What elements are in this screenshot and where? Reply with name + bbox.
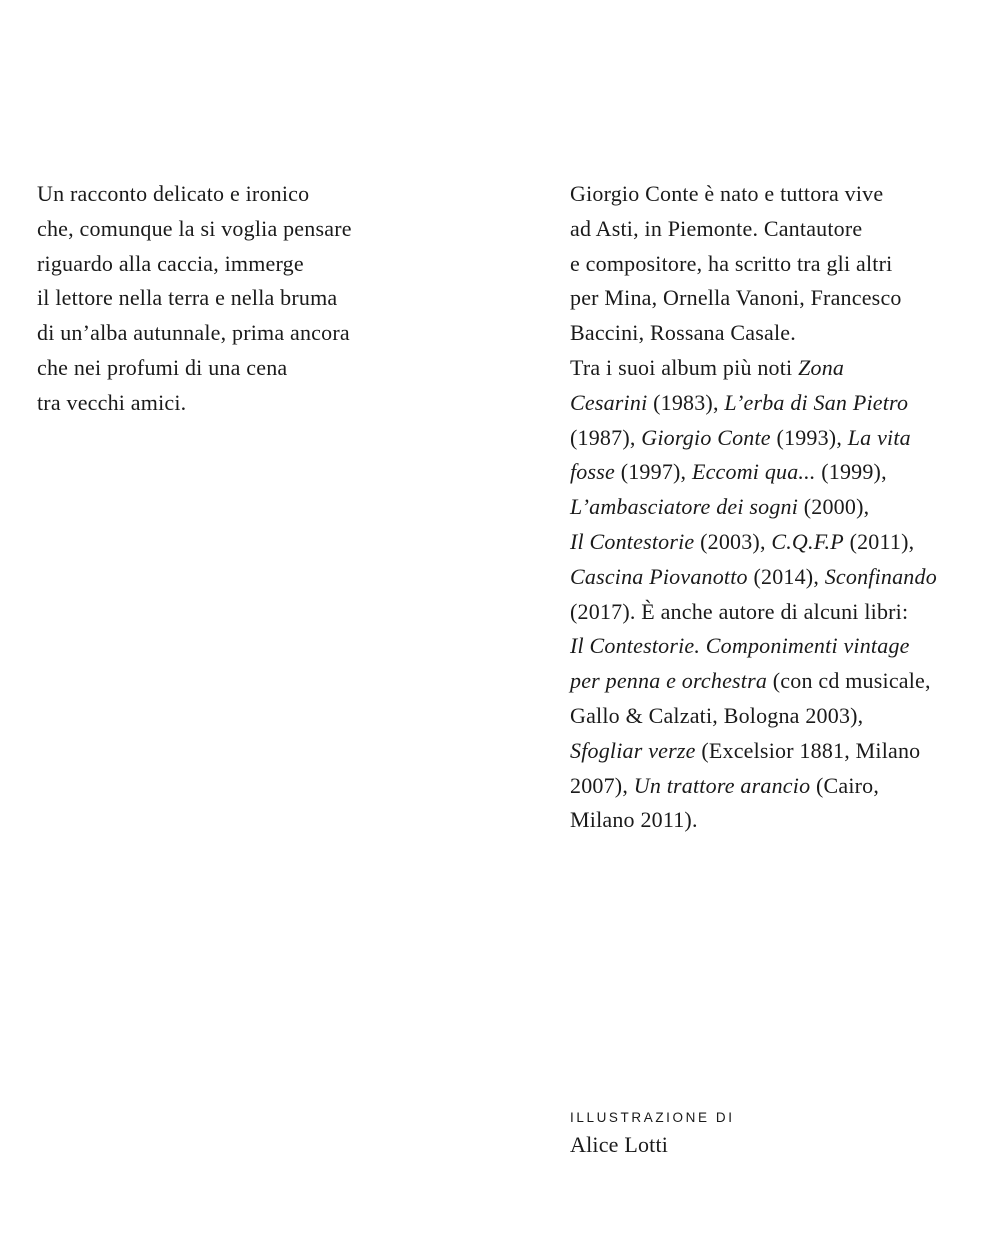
- bio-title-text: C.Q.F.P: [771, 528, 844, 554]
- blurb-line: che, comunque la si voglia pensare: [37, 215, 352, 241]
- bio-line: [570, 455, 990, 490]
- bio-line: [570, 803, 990, 838]
- bio-line: [570, 281, 990, 316]
- bio-title-text: Giorgio Conte: [641, 424, 771, 450]
- bio-line: [570, 351, 990, 386]
- bio-line: [570, 212, 990, 247]
- bio-line: [570, 490, 990, 525]
- illustrator-name: Alice Lotti: [570, 1132, 669, 1157]
- bio-text: e compositore, ha scritto tra gli altri: [570, 250, 893, 276]
- bio-line: [570, 525, 990, 560]
- illustration-credit: [570, 1108, 970, 1160]
- bio-line: [570, 769, 990, 804]
- blurb-line: riguardo alla caccia, immerge: [37, 250, 304, 276]
- bio-text: Gallo & Calzati, Bologna 2003),: [570, 702, 864, 728]
- bio-title-text: Cascina Piovanotto: [570, 563, 748, 589]
- bio-line: [570, 734, 990, 769]
- bio-text: Baccini, Rossana Casale.: [570, 320, 796, 346]
- bio-title-text: Il Contestorie: [570, 528, 695, 554]
- bio-text: (1983),: [647, 389, 725, 415]
- blurb-line: Un racconto delicato e ironico: [37, 181, 310, 206]
- bio-text: (1987),: [570, 424, 642, 450]
- bio-text: Giorgio Conte è nato e tuttora vive: [570, 181, 884, 206]
- bio-text: (Excelsior 1881, Milano: [695, 737, 921, 763]
- author-bio: [570, 177, 990, 838]
- credit-label: ILLUSTRAZIONE DI: [570, 1110, 735, 1125]
- bio-line: [570, 699, 990, 734]
- blurb-line: il lettore nella terra e nella bruma: [37, 285, 338, 311]
- bio-text: (Cairo,: [810, 772, 880, 798]
- bio-line: [570, 664, 990, 699]
- bio-text: (2011),: [843, 528, 915, 554]
- bio-line: [570, 386, 990, 421]
- bio-title-text: Zona: [798, 354, 845, 380]
- blurb-line: di un’alba autunnale, prima ancora: [37, 320, 350, 346]
- bio-title-text: fosse: [570, 459, 615, 485]
- bio-text: Milano 2011).: [570, 807, 698, 833]
- bio-text: (2014),: [747, 563, 825, 589]
- bio-text: (1993),: [770, 424, 848, 450]
- bio-line: [570, 595, 990, 630]
- bio-line: [570, 177, 990, 212]
- bio-title-text: Il Contestorie. Componimenti vintage: [570, 633, 910, 659]
- bio-line: [570, 629, 990, 664]
- bio-line: [570, 247, 990, 282]
- bio-title-text: Eccomi qua...: [691, 459, 816, 485]
- bio-line: [570, 421, 990, 456]
- bio-title-text: Sfogliar verze: [570, 737, 696, 763]
- bio-title-text: Sconfinando: [824, 563, 937, 589]
- bio-title-text: per penna e orchestra: [570, 668, 768, 694]
- bio-text: 2007),: [570, 772, 634, 798]
- bio-text: ad Asti, in Piemonte. Cantautore: [570, 215, 863, 241]
- bio-text: (2017). È anche autore di alcuni libri:: [570, 598, 909, 624]
- bio-text: (1997),: [615, 459, 692, 485]
- bio-text: per Mina, Ornella Vanoni, Francesco: [570, 285, 902, 311]
- bio-title-text: Cesarini: [570, 389, 648, 415]
- bio-title-text: L’erba di San Pietro: [724, 389, 909, 415]
- blurb-line: che nei profumi di una cena: [37, 354, 288, 380]
- bio-text: (2000),: [798, 494, 870, 520]
- bio-line: [570, 316, 990, 351]
- bio-text: (2003),: [694, 528, 772, 554]
- bio-title-text: Un trattore arancio: [633, 772, 811, 798]
- bio-text: (con cd musicale,: [767, 668, 931, 694]
- bio-title-text: La vita: [847, 424, 911, 450]
- book-blurb: [37, 177, 477, 421]
- bio-text: Tra i suoi album più noti: [570, 354, 799, 380]
- bio-title-text: L’ambasciatore dei sogni: [570, 494, 799, 520]
- bio-text: (1999),: [815, 459, 887, 485]
- bio-line: [570, 560, 990, 595]
- blurb-line: tra vecchi amici.: [37, 389, 187, 415]
